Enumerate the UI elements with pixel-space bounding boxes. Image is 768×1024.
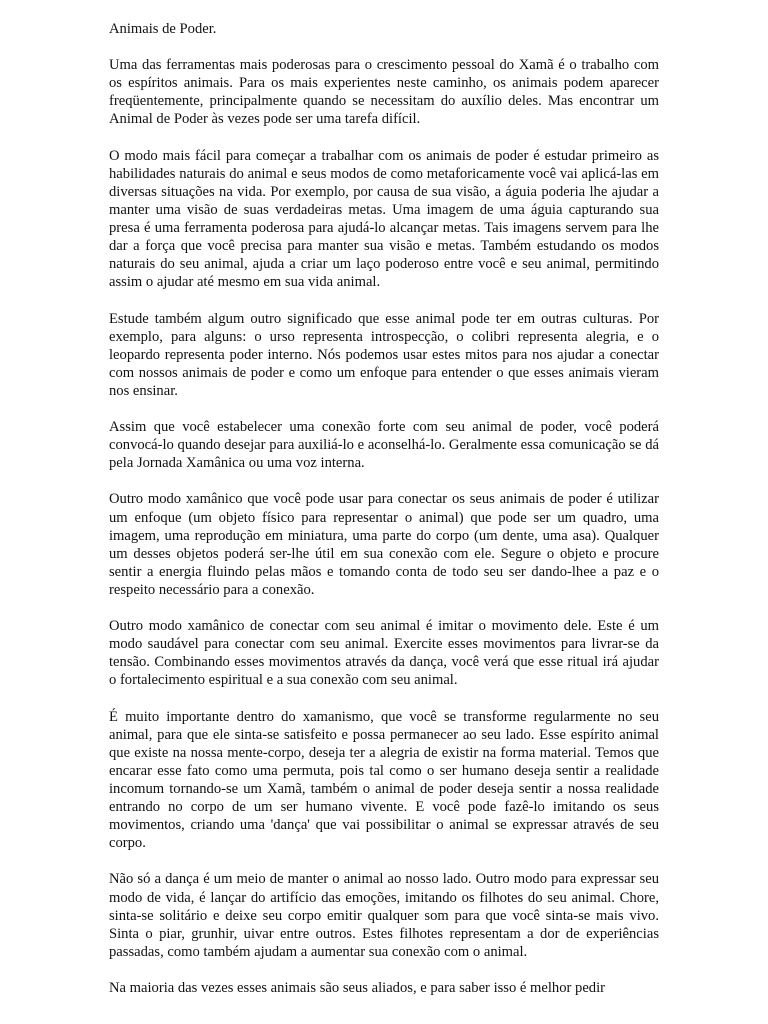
paragraph-1: Uma das ferramentas mais poderosas para o crescimento pessoal do Xamã é o trabalho com os espíritos animais. Para os mais experientes neste caminho, os animais podem aparecer freqüentemente, principalmente quando se necessitam do auxílio deles. Mas encontrar um Animal de Poder às vezes pode ser uma tarefa difícil. [109, 57, 659, 128]
paragraph-7: É muito importante dentro do xamanismo, que você se transforme regularmente no seu animal, para que ele sinta-se satisfeito e possa permanecer ao seu lado. Esse espírito animal que existe na nossa mente-corpo, deseja ter a alegria de existir na forma material. Temos que encarar esse fato como uma permuta, pois tal como o ser humano deseja sentir a realidade incomum tornando-se um Xamã, também o animal de poder deseja sentir a nossa realidade entrando no corpo de um ser humano vivente. E você pode fazê-lo imitando os seus movimentos, criando uma 'dança' que vai possibilitar o animal se expressar através de seu corpo. [109, 708, 659, 852]
paragraph-8: Não só a dança é um meio de manter o animal ao nosso lado. Outro modo para expressar seu modo de vida, é lançar do artifício das emoções, imitando os filhotes do seu animal. Chore, sinta-se solitário e deixe seu corpo emitir qualquer som para que você sinta-se mais vivo. Sinta o piar, grunhir, uivar entre outros. Estes filhotes representam a dor de experiências passadas, como também ajudam a aumentar sua conexão com o animal. [109, 871, 659, 960]
document-page [109, 20, 659, 1015]
document-title: Animais de Poder. [109, 21, 217, 37]
paragraph-4: Assim que você estabelecer uma conexão forte com seu animal de poder, você poderá convocá-lo quando desejar para auxiliá-lo e aconselhá-lo. Geralmente essa comunicação se dá pela Jornada Xamânica ou uma voz interna. [109, 419, 659, 472]
paragraph-6: Outro modo xamânico de conectar com seu animal é imitar o movimento dele. Este é um modo saudável para conectar com seu animal. Exercite esses movimentos para livrar-se da tensão. Combinando esses movimentos através da dança, você verá que esse ritual irá ajudar o fortalecimento espiritual e a sua conexão com seu animal. [109, 618, 659, 689]
paragraph-3: Estude também algum outro significado que esse animal pode ter em outras culturas. Por exemplo, para alguns: o urso representa introspecção, o colibri representa alegria, e o leopardo representa poder interno. Nós podemos usar estes mitos para nos ajudar a conectar com nossos animais de poder e como um enfoque para entender o que esses animais vieram nos ensinar. [109, 310, 659, 399]
paragraph-9: Na maioria das vezes esses animais são seus aliados, e para saber isso é melhor pedir [109, 979, 606, 996]
paragraph-2: O modo mais fácil para começar a trabalhar com os animais de poder é estudar primeiro as habilidades naturais do animal e seus modos de como metaforicamente você vai aplicá-las em diversas situações na vida. Por exemplo, por causa de sua visão, a águia poderia lhe ajudar a manter uma visão de suas verdadeiras metas. Uma imagem de uma águia capturando sua presa é uma ferramenta poderosa para ajudá-lo alcançar metas. Tais imagens servem para lhe dar a força que você precisa para manter sua visão e metas. Também estudando os modos naturais do seu animal, ajuda a criar um laço poderoso entre você e seu animal, permitindo assim o ajudar até mesmo em sua vida animal. [109, 147, 659, 291]
paragraph-5: Outro modo xamânico que você pode usar para conectar os seus animais de poder é utilizar um enfoque (um objeto físico para representar o animal) que pode ser um quadro, uma imagem, uma reprodução em miniatura, uma parte do corpo (um dente, uma asa). Qualquer um desses objetos poderá ser-lhe útil em sua conexão com ele. Segure o objeto e procure sentir a energia fluindo pelas mãos e tomando conta de todo seu ser dando-lhee a paz e o respeito necessário para a conexão. [109, 491, 659, 598]
